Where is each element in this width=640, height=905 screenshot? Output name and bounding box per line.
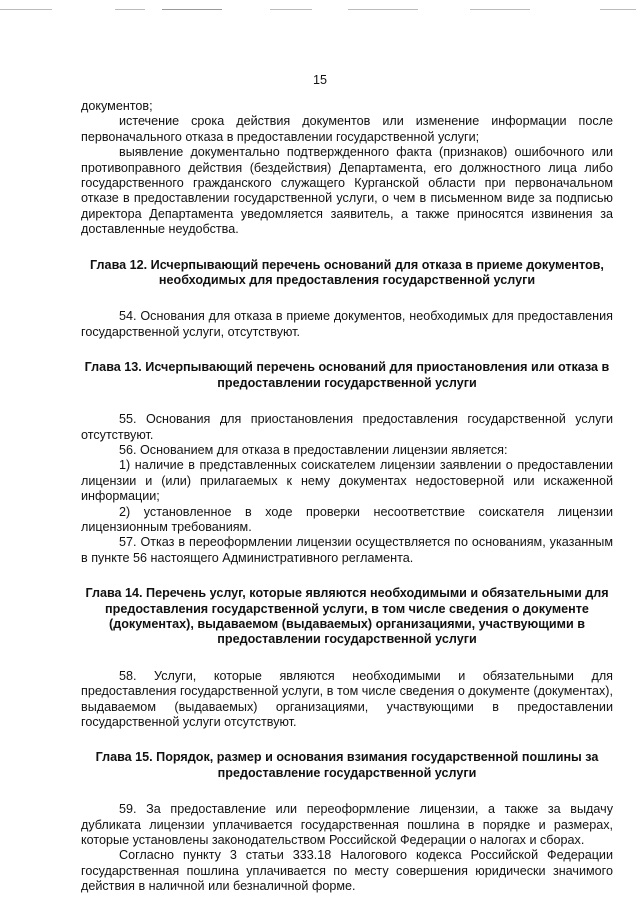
paragraph: Согласно пункту 3 статьи 333.18 Налогового кодекса Российской Федерации государственная пошлина уплачивается по месту совершения юридически значимого действия в наличной или безналичной форме. xyxy=(81,848,613,894)
paragraph: истечение срока действия документов или изменение информации после первоначального отказа в предоставлении государственной услуги; xyxy=(81,114,613,144)
paragraph: 1) наличие в представленных соискателем лицензии заявлении о предоставлении лицензии и (или) прилагаемых к нему документах недостоверной или искаженной информации; xyxy=(81,458,613,504)
paragraph: выявление документально подтвержденного факта (признаков) ошибочного или противоправного действия (бездействия) Департамента, его должностного лица либо государственного гражданского служащего Курганской области при первоначальном отказе в предоставлении государственной услуги, о чем в письменном виде за подписью директора Департамента уведомляется заявитель, а также приносятся извинения за доставленные неудобства. xyxy=(81,145,613,237)
paragraph: 54. Основания для отказа в приеме документов, необходимых для предоставления государственной услуги, отсутствуют. xyxy=(81,309,613,339)
chapter-heading: Глава 13. Исчерпывающий перечень оснований для приостановления или отказа в предоставлении государственной услуги xyxy=(84,360,610,390)
paragraph: 55. Основания для приостановления предоставления государственной услуги отсутствуют. xyxy=(81,412,613,442)
paragraph: документов; xyxy=(81,99,153,113)
page-number: 15 xyxy=(312,73,327,87)
paragraph: 57. Отказ в переоформлении лицензии осуществляется по основаниям, указанным в пункте 56 настоящего Административного регламента. xyxy=(81,535,613,565)
paragraph: 58. Услуги, которые являются необходимыми и обязательными для предоставления государственной услуги, в том числе сведения о документе (документах), выдаваемом (выдаваемых) организациями, участвующими в предоставлении государственной услуги отсутствуют. xyxy=(81,668,613,729)
chapter-heading: Глава 14. Перечень услуг, которые являются необходимыми и обязательными для предоставления государственной услуги, в том числе сведения о документе (документах), выдаваемом (выдаваемых) организациями, участвующими в предоставлении государственной услуги xyxy=(85,586,609,647)
chapter-heading: Глава 12. Исчерпывающий перечень оснований для отказа в приеме документов, необходимых для предоставления государственной услуги xyxy=(90,257,604,288)
paragraph: 59. За предоставление или переоформление лицензии, а также за выдачу дубликата лицензии уплачивается государственная пошлина в порядке и размерах, которые установлены законодательством Российской Федерации о налогах и сборах. xyxy=(81,802,613,848)
paragraph: 56. Основанием для отказа в предоставлении лицензии является: xyxy=(119,442,508,457)
paragraph: 2) установленное в ходе проверки несоответствие соискателя лицензии лицензионным требованиям. xyxy=(81,504,613,534)
scan-artifact-top xyxy=(0,9,640,13)
document-body xyxy=(81,99,613,895)
chapter-heading: Глава 15. Порядок, размер и основания взимания государственной пошлины за предоставление государственной услуги xyxy=(95,750,599,780)
